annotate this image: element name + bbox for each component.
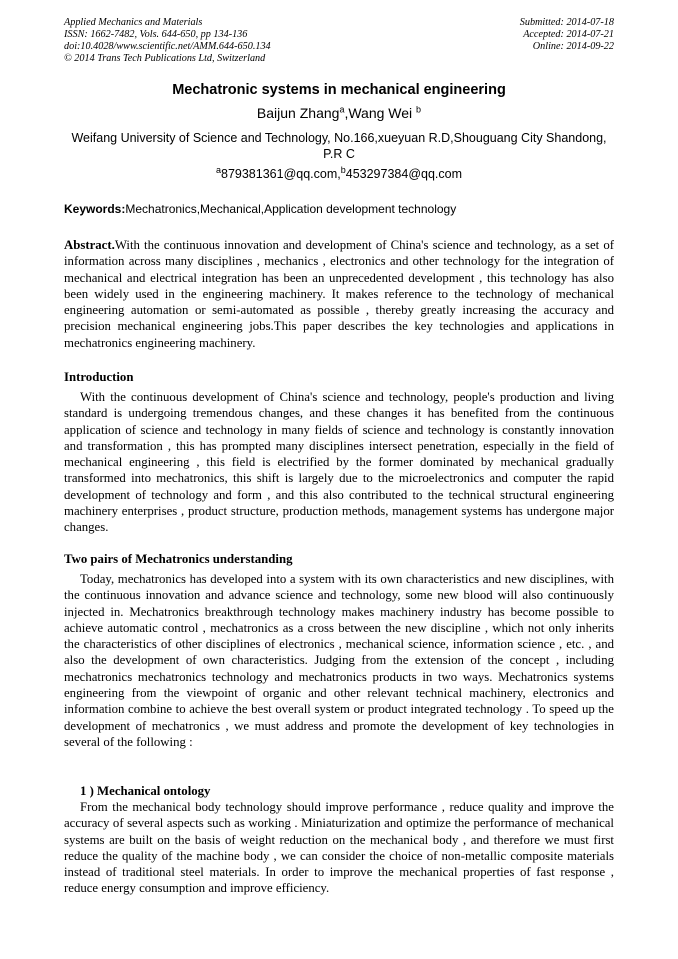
online-date: Online: 2014-09-22 (532, 41, 614, 52)
email-b: 453297384@qq.com (345, 167, 462, 181)
doi-line: doi:10.4028/www.scientific.net/AMM.644-650.134 (64, 41, 271, 52)
paper-title: Mechatronic systems in mechanical engineering (172, 82, 506, 98)
copyright-line: © 2014 Trans Tech Publications Ltd, Switzerland (64, 53, 266, 64)
journal-name: Applied Mechanics and Materials (64, 17, 203, 28)
author-separator: , (344, 105, 349, 121)
abstract-text: With the continuous innovation and development of China's science and technology, as a set of information across many disciplines , mechanics , electronics and other technology for the integration of mechanical and electrical integration has been an unprecedented development , this technology has also been widely used in the engineering machinery. It makes reference to the technology of mechanical engineering automation or semi-automated as possible , thereby greatly increasing the accuracy and precision mechanical engineering jobs.This paper describes the key technologies and applications in mechatronics engineering machinery. (64, 238, 614, 350)
section-heading-mechatronics-understanding: Two pairs of Mechatronics understanding (64, 552, 293, 566)
publication-dates (520, 17, 614, 53)
author-line (0, 104, 678, 122)
issn-line: ISSN: 1662-7482, Vols. 644-650, pp 134-136 (64, 29, 248, 40)
abstract (64, 237, 614, 351)
abstract-label: Abstract. (64, 238, 115, 252)
author-2-affil-mark: b (416, 104, 422, 115)
mechatronics-understanding-paragraph: Today, mechatronics has developed into a system with its own characteristics and new disciplines, with the continuous innovation and advance science and technology, some new blood will also continuously injected in. Mechatronics breakthrough technology makes machinery industry has become possible to achieve automatic control , mechatronics as a cross between the new discipline , which not only inherits the characteristics of other disciplines of electronics , mechanical science, information science , etc. , and also the development of own characteristics. Judging from the extension of the concept , including mechatronics mechatronics technology and mechatronics products in two ways. Mechatronics systems engineering from the viewpoint of organic and other relevant technical machinery, electronics and information combine to achieve the best overall system or product integrated technology . To speed up the development of mechatronics , we must address and promote the development of key technologies in several of the following : (64, 572, 614, 749)
section-heading-introduction: Introduction (64, 370, 134, 384)
author-2: Wang Wei (348, 105, 413, 121)
email-line (0, 166, 678, 182)
email-a: 879381361@qq.com, (221, 167, 341, 181)
keywords-label: Keywords: (64, 202, 126, 216)
author-1: Baijun Zhang (256, 105, 340, 121)
keywords-text: Mechatronics,Mechanical,Application development technology (125, 202, 457, 216)
submitted-date: Submitted: 2014-07-18 (519, 17, 614, 28)
author-1-affil-mark: a (339, 104, 345, 115)
keywords (64, 201, 614, 217)
email-b-mark: b (340, 164, 346, 175)
email-a-mark: a (215, 164, 221, 175)
accepted-date: Accepted: 2014-07-21 (523, 29, 614, 40)
journal-info (64, 17, 271, 65)
introduction-paragraph: With the continuous development of China's science and technology, people's production and living standard is undergoing tremendous changes, and these changes it has benefited from the continuous application of science and technology in many fields of science and technology is constantly innovation and transformation , this has prompted many disciplines intersect penetration, especially in the field of mechanical engineering , this field is electrified by the former dominated by mechanical gradually transformed into mechatronics, this shift is largely due to the microelectronics and computer the rapid development of technology and form , and this also contributed to the technical structural engineering machinery enterprises , product structure, production methods, management systems has undergone major changes. (64, 390, 614, 535)
affiliation: Weifang University of Science and Technology, No.166,xueyuan R.D,Shouguang City Shandong, P.R C (71, 131, 607, 161)
mechanical-ontology-paragraph: From the mechanical body technology should improve performance , reduce quality and improve the accuracy of several aspects such as working . Miniaturization and optimize the performance of mechanical systems are built on the basis of weight reduction on the mechanical body , and therefore we must first reduce the quality of the machine body , we can consider the choice of non-metallic composite materials instead of traditional steel materials. In order to improve the mechanical properties of fast response , reduce energy consumption and improve efficiency. (64, 800, 614, 896)
subsection-heading-mechanical-ontology: 1 ) Mechanical ontology (80, 784, 211, 798)
